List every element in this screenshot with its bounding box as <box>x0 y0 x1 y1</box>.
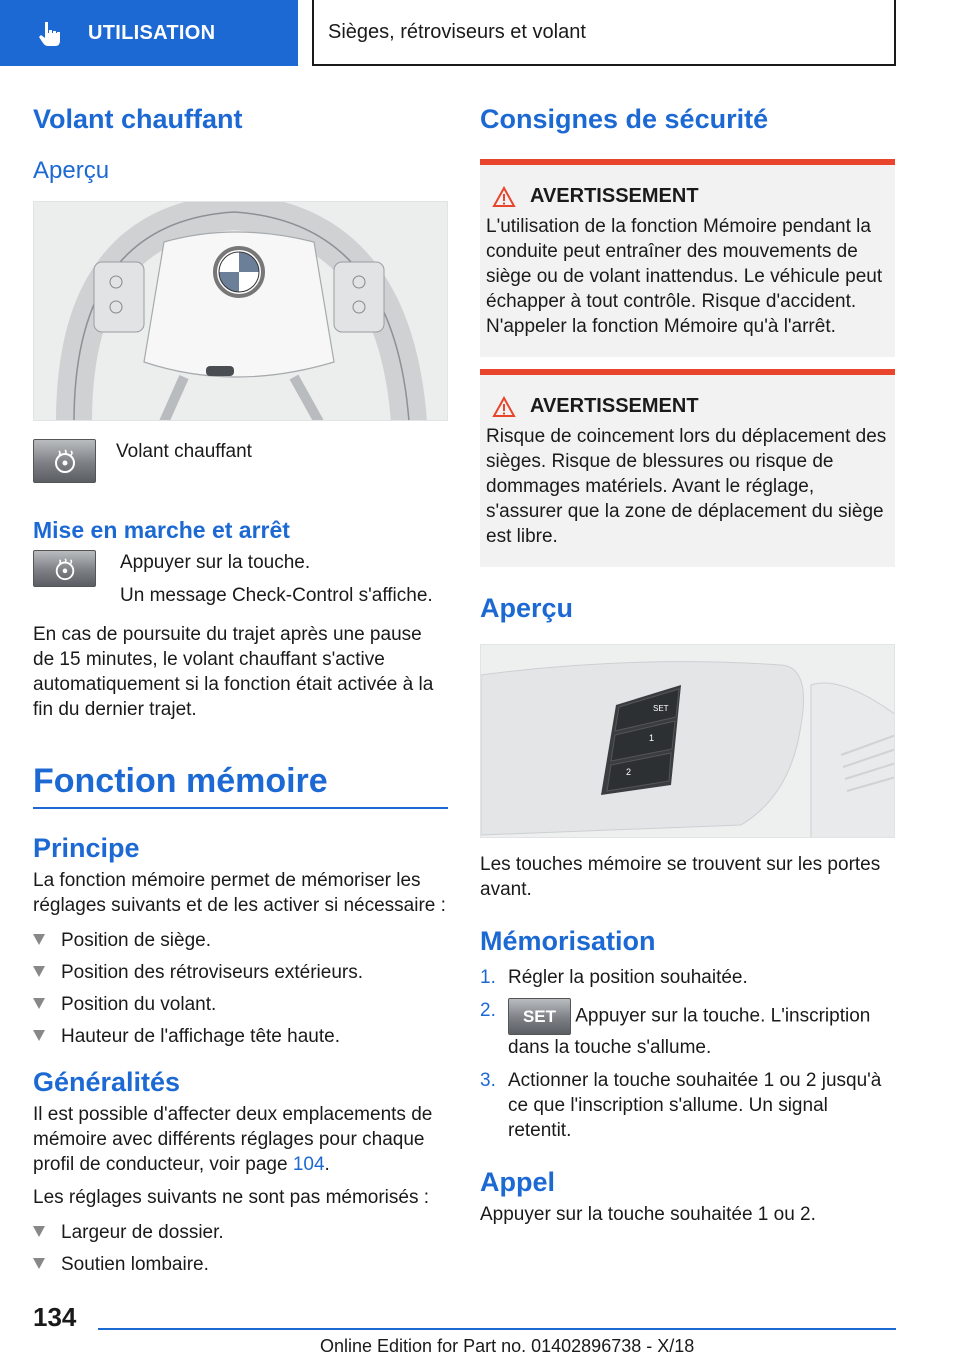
title-underline <box>33 807 448 809</box>
not-saved-list <box>33 1220 448 1277</box>
triangle-bullet-icon <box>33 1226 45 1237</box>
edition-text: Online Edition for Part no. 01402896738 - X/18 <box>320 1336 695 1356</box>
page-link[interactable]: 104 <box>292 1154 325 1175</box>
step-item: 3. Actionner la touche souhaitée 1 ou 2 jusqu'à ce que l'inscription s'allume. Un signal retentit. <box>480 1070 882 1141</box>
safety-title: Consignes de sécurité <box>480 104 769 134</box>
heated-wheel-caption: Volant chauffant <box>116 441 252 462</box>
heated-wheel-title: Volant chauffant <box>33 104 243 134</box>
triangle-bullet-icon <box>33 998 45 1009</box>
heated-steering-wheel-icon <box>52 448 78 474</box>
heated-wheel-button-2[interactable] <box>33 550 96 587</box>
left-column <box>33 98 448 1284</box>
recall-text: Appuyer sur la touche souhaitée 1 ou 2. <box>480 1204 816 1225</box>
memory-function-title: Fonction mémoire <box>33 762 328 800</box>
list-item: Largeur de dossier. <box>33 1220 448 1245</box>
list-item: Position du volant. <box>33 992 448 1017</box>
door-panel-illustration <box>481 645 895 838</box>
list-item: Hauteur de l'affichage tête haute. <box>33 1024 448 1049</box>
chapter-tab[interactable] <box>0 0 298 66</box>
door-memory-buttons-image <box>480 644 895 838</box>
door-button-1-label: 1 <box>649 733 655 743</box>
not-saved-intro: Les réglages suivants ne sont pas mémorisés : <box>33 1187 430 1208</box>
list-item: Soutien lombaire. <box>33 1252 448 1277</box>
buttons-caption: Les touches mémoire se trouvent sur les portes avant. <box>480 854 881 900</box>
on-off-title: Mise en marche et arrêt <box>33 517 290 543</box>
section-title: Sièges, rétroviseurs et volant <box>312 0 896 66</box>
door-button-set-label: SET <box>653 704 669 713</box>
on-off-row <box>33 550 448 608</box>
warning-title: AVERTISSEMENT <box>492 185 887 208</box>
recall-title: Appel <box>480 1167 556 1197</box>
footer-line <box>98 1328 896 1330</box>
triangle-bullet-icon <box>33 1030 45 1041</box>
set-button[interactable]: SET <box>508 998 571 1035</box>
warning-triangle-icon <box>492 186 516 208</box>
warning-box-1 <box>480 159 895 357</box>
chapter-title: UTILISATION <box>88 21 216 44</box>
heated-steering-wheel-icon <box>53 557 77 581</box>
storing-title: Mémorisation <box>480 926 656 956</box>
principle-text: La fonction mémoire permet de mémoriser les réglages suivants et de les activer si nécessaire : <box>33 870 446 916</box>
general-text: Il est possible d'affecter deux emplacements de mémoire avec différents réglages pour chaque profil de conducteur, voir page 104. <box>33 1104 433 1175</box>
memory-items-list <box>33 928 448 1049</box>
principle-title: Principe <box>33 833 140 863</box>
hand-pointer-icon <box>36 18 66 48</box>
warning-box-2 <box>480 369 895 567</box>
step-item: 2. SET Appuyer sur la touche. L'inscription dans la touche s'allume. <box>480 1000 871 1058</box>
general-title: Généralités <box>33 1067 181 1097</box>
door-button-2-label: 2 <box>626 767 632 777</box>
right-column <box>480 98 895 1227</box>
check-control-text: Un message Check-Control s'affiche. <box>120 585 433 606</box>
triangle-bullet-icon <box>33 966 45 977</box>
heated-wheel-paragraph: En cas de poursuite du trajet après une pause de 15 minutes, le volant chauffant s'active automatiquement si la fonction était activée à la fin du dernier trajet. <box>33 624 434 720</box>
overview-title: Aperçu <box>480 593 574 623</box>
overview-subtitle: Aperçu <box>33 157 110 184</box>
warning-text: Risque de coincement lors du déplacement des sièges. Risque de blessures ou risque de dommages matériels. Avant le réglage, s'assurer que la zone de déplacement du siège est libre. <box>486 426 887 547</box>
triangle-bullet-icon <box>33 1258 45 1269</box>
heated-wheel-icon-row <box>33 439 448 483</box>
warning-title: AVERTISSEMENT <box>492 395 887 418</box>
list-item: Position des rétroviseurs extérieurs. <box>33 960 448 985</box>
page-footer <box>0 1296 960 1362</box>
warning-triangle-icon <box>492 396 516 418</box>
steering-wheel-illustration <box>34 202 448 421</box>
triangle-bullet-icon <box>33 934 45 945</box>
list-item: Position de siège. <box>33 928 448 953</box>
step-item: 1. Régler la position souhaitée. <box>480 967 748 988</box>
press-button-text: Appuyer sur la touche. <box>120 552 311 573</box>
page-number: 134 <box>33 1302 77 1332</box>
page-header <box>0 0 960 66</box>
storing-steps <box>480 965 895 1143</box>
warning-text: L'utilisation de la fonction Mémoire pendant la conduite peut entraîner des mouvements de siège ou de volant inattendus. Le véhicule peut échapper à tout contrôle. Risque d'accident. N'appeler la fonction Mémoire qu'à l'arrêt. <box>486 216 883 337</box>
steering-wheel-image <box>33 201 448 421</box>
heated-wheel-button[interactable] <box>33 439 96 483</box>
